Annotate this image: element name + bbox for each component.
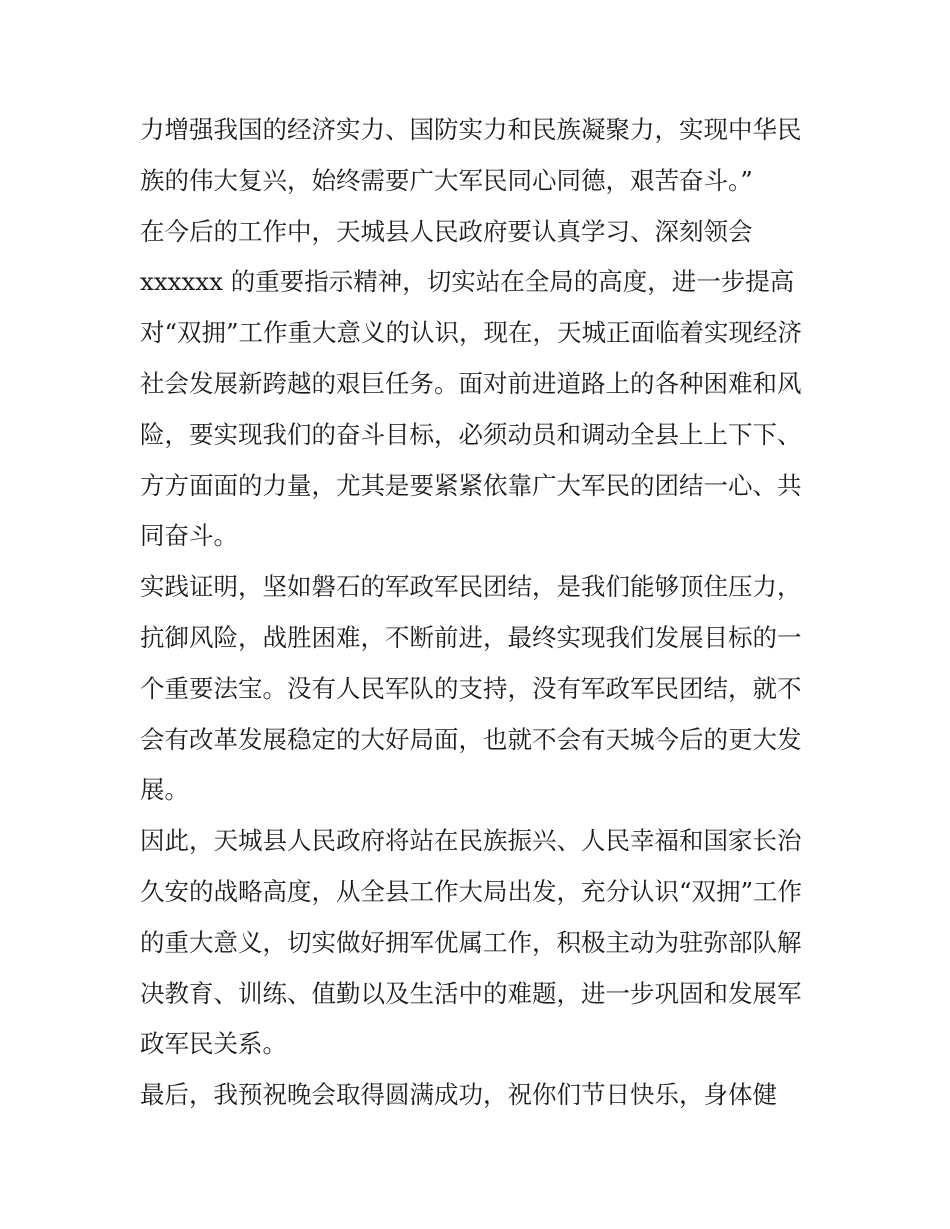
- text-line: 族的伟大复兴，始终需要广大军民同心同德，艰苦奋斗。”: [140, 165, 753, 195]
- text-line: 在今后的工作中，天城县人民政府要认真学习、深刻领会: [140, 216, 753, 246]
- text-line: 因此，天城县人民政府将站在民族振兴、人民幸福和国家长治: [140, 826, 802, 856]
- text-line: 同奋斗。: [140, 521, 238, 551]
- text-line: 久安的战略高度，从全县工作大局出发，充分认识“双拥”工作: [140, 876, 803, 906]
- body-text: [140, 105, 830, 1121]
- text-line: 政军民关系。: [140, 1029, 287, 1059]
- text-line: 力增强我国的经济实力、国防实力和民族凝聚力，实现中华民: [140, 115, 802, 144]
- text-line: 方方面面的力量，尤其是要紧紧依靠广大军民的团结一心、共: [140, 470, 802, 500]
- text-line: xxxxxx 的重要指示精神，切实站在全局的高度，进一步提高: [140, 267, 795, 297]
- text-line: 抗御风险，战胜困难，不断前进，最终实现我们发展目标的一: [140, 622, 802, 652]
- text-line: 决教育、训练、值勤以及生活中的难题，进一步巩固和发展军: [140, 978, 802, 1008]
- text-line: 社会发展新跨越的艰巨任务。面对前进道路上的各种困难和风: [140, 368, 802, 398]
- text-line: 会有改革发展稳定的大好局面，也就不会有天城今后的更大发: [140, 724, 802, 754]
- text-line: 的重大意义，切实做好拥军优属工作，积极主动为驻弥部队解: [140, 927, 802, 957]
- text-line: 险，要实现我们的奋斗目标，必须动员和调动全县上上下下、: [140, 419, 802, 449]
- text-line: 个重要法宝。没有人民军队的支持，没有军政军民团结，就不: [140, 673, 802, 703]
- text-line: 实践证明，坚如磐石的军政军民团结，是我们能够顶住压力，: [140, 572, 802, 602]
- text-line: 对“双拥”工作重大意义的认识，现在，天城正面临着实现经济: [140, 318, 803, 348]
- text-line: 展。: [140, 775, 189, 805]
- text-line: 最后，我预祝晚会取得圆满成功，祝你们节日快乐，身体健: [140, 1080, 777, 1110]
